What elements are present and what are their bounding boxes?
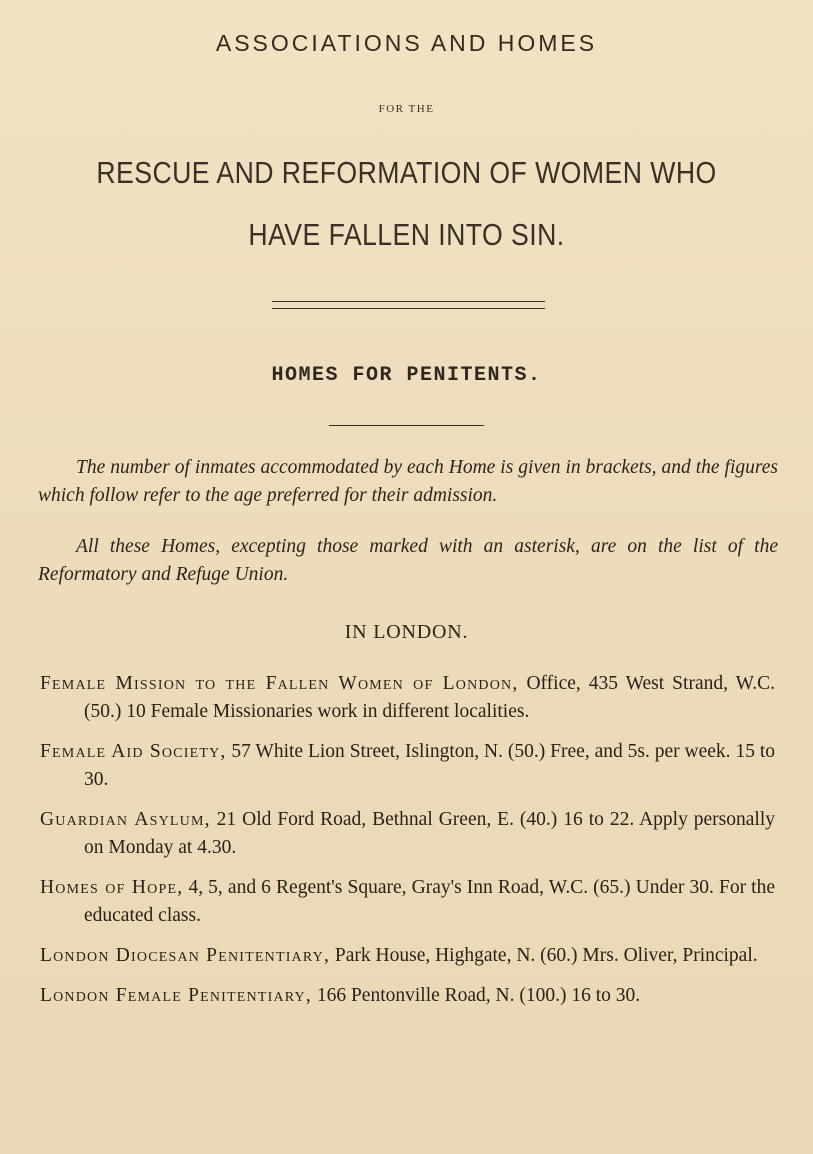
home-details: 166 Pentonville Road, N. (100.) 16 to 30. xyxy=(316,985,641,1006)
page-title: ASSOCIATIONS AND HOMES xyxy=(215,30,598,56)
list-item xyxy=(40,806,775,862)
list-item xyxy=(40,738,775,794)
headline-line-2: HAVE FALLEN INTO SIN. xyxy=(248,217,565,252)
home-name: Homes of Hope, xyxy=(40,877,184,898)
home-name: London Female Penitentiary, xyxy=(40,985,312,1006)
intro-note-asterisk: All these Homes, excepting those marked with an asterisk, are on the list of the Reformatory and Refuge Union. xyxy=(38,536,778,585)
list-item xyxy=(40,670,775,726)
list-item xyxy=(40,874,775,930)
home-name: Female Mission to the Fallen Women of London, xyxy=(40,673,519,694)
for-the-label: FOR THE xyxy=(378,103,435,115)
home-details: 21 Old Ford Road, Bethnal Green, E. (40.) 16 to 22. Apply personally on Monday at 4.30. xyxy=(84,809,776,858)
location-subhead: IN LONDON. xyxy=(344,621,469,643)
double-rule-divider xyxy=(272,301,545,309)
section-title: HOMES FOR PENITENTS. xyxy=(271,364,542,387)
home-details: 57 White Lion Street, Islington, N. (50.) Free, and 5s. per week. 15 to 30. xyxy=(84,741,776,790)
headline-line-1: RESCUE AND REFORMATION OF WOMEN WHO xyxy=(96,155,717,190)
list-item xyxy=(40,982,775,1010)
homes-list xyxy=(40,670,775,1022)
home-details: Park House, Highgate, N. (60.) Mrs. Oliver, Principal. xyxy=(334,945,758,966)
short-rule-divider xyxy=(329,425,484,426)
home-details: 4, 5, and 6 Regent's Square, Gray's Inn Road, W.C. (65.) Under 30. For the educated class. xyxy=(84,877,776,926)
home-details: Office, 435 West Strand, W.C. (50.) 10 Female Missionaries work in different localities. xyxy=(84,673,775,722)
home-name: London Diocesan Penitentiary, xyxy=(40,945,331,966)
home-name: Female Aid Society, xyxy=(40,741,227,762)
intro-note-brackets: The number of inmates accommodated by each Home is given in brackets, and the figures which follow refer to the age preferred for their admission. xyxy=(38,457,778,506)
home-name: Guardian Asylum, xyxy=(40,809,211,830)
list-item xyxy=(40,942,775,970)
